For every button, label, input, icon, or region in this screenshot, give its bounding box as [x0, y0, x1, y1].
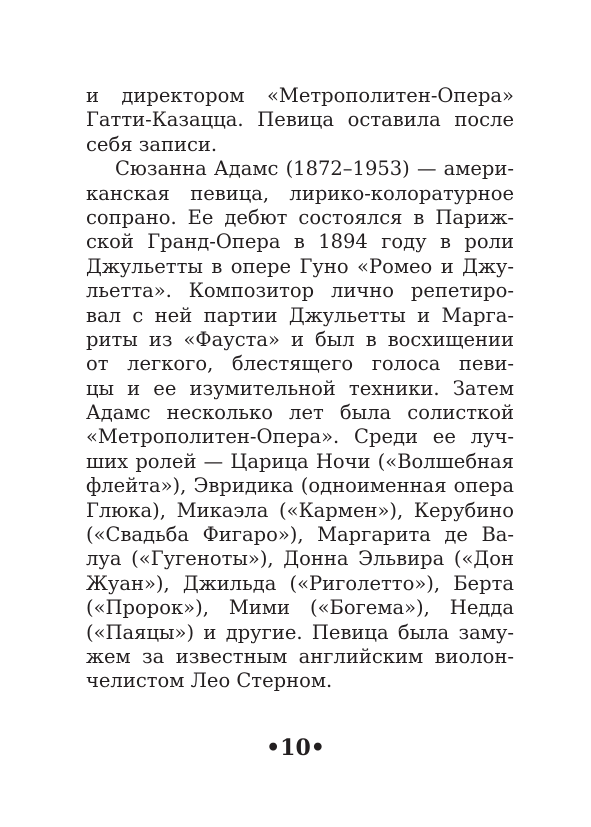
text-line: ших ролей — Царица Ночи («Волшебная — [86, 449, 514, 473]
text-line: риты из «Фауста» и был в восхищении — [86, 327, 514, 351]
text-line: жем за известным английским виолон- — [86, 644, 514, 668]
body-text — [86, 84, 514, 694]
text-line: канская певица, лирико-колоратурное — [86, 181, 514, 205]
text-line: («Пророк»), Мими («Богема»), Недда — [86, 596, 514, 620]
text-line: Гатти-Казацца. Певица оставила после — [86, 108, 514, 132]
text-line: Сюзанна Адамс (1872–1953) — амери- — [115, 157, 514, 181]
text-line: челистом Лео Стерном. — [86, 669, 333, 693]
text-line: луа («Гугеноты»), Донна Эльвира («Дон — [86, 547, 514, 571]
text-line: Глюка), Микаэла («Кармен»), Керубино — [86, 498, 514, 522]
text-line: флейта»), Эвридика (одноименная опера — [86, 474, 514, 498]
text-line: вал с ней партии Джульетты и Марга- — [86, 303, 514, 327]
text-line: себя записи. — [86, 132, 218, 156]
text-line: ской Гранд-Опера в 1894 году в роли — [86, 230, 514, 254]
text-line: Жуан»), Джильда («Риголетто»), Берта — [86, 571, 514, 595]
page-number: •10• — [266, 735, 325, 761]
text-line: и директором «Метрополитен-Опера» — [86, 84, 514, 107]
text-line: («Паяцы») и другие. Певица была заму- — [86, 620, 514, 644]
text-line: Адамс несколько лет была солисткой — [86, 401, 514, 425]
text-line: сопрано. Ее дебют состоялся в Париж- — [86, 205, 514, 229]
text-line: Джульетты в опере Гуно «Ромео и Джу- — [86, 254, 514, 278]
text-line: от легкого, блестящего голоса певи- — [86, 352, 514, 376]
text-line: «Метрополитен-Опера». Среди ее луч- — [86, 425, 514, 449]
text-line: льетта». Композитор лично репетиро- — [86, 279, 514, 303]
text-line: («Свадьба Фигаро»), Маргарита де Ва- — [86, 523, 514, 547]
text-line: цы и ее изумительной техники. Затем — [86, 376, 514, 400]
